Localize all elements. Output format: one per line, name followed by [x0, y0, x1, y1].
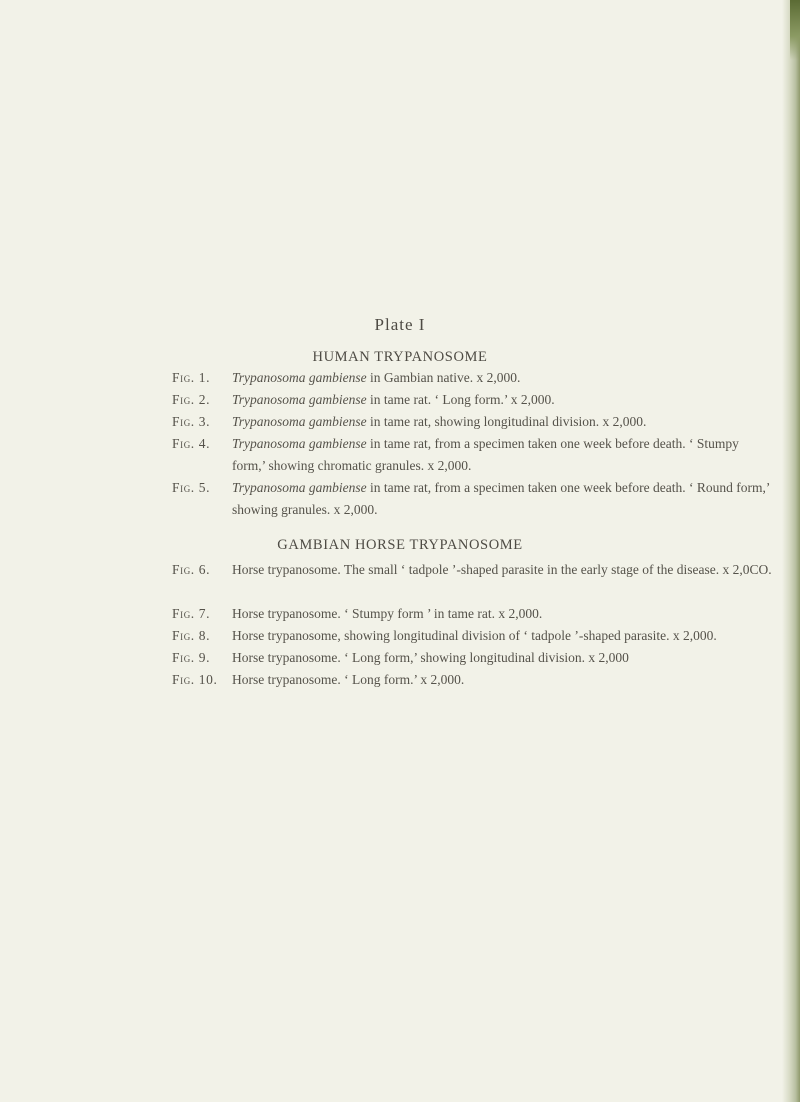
- caption-text: in tame rat, from a specimen taken one week before death. ‘ Stumpy form,’ showing chromatic granules. x 2,000.: [232, 436, 739, 473]
- figure-description: Horse trypanosome. ‘ Stumpy form ’ in tame rat. x 2,000.: [232, 606, 543, 621]
- figure-label: Fig. 7.: [172, 606, 211, 621]
- plate-title: Plate I: [374, 315, 426, 334]
- species-name: Trypanosoma gambiense: [232, 414, 367, 429]
- figure-label: Fig. 6.: [172, 562, 211, 577]
- figure-label: Fig. 10.: [172, 672, 218, 687]
- figure-description: [232, 477, 772, 521]
- figure-description: Horse trypanosome. ‘ Long form.’ x 2,000.: [232, 672, 465, 687]
- figure-label: Fig. 8.: [172, 628, 211, 643]
- species-name: Trypanosoma gambiense: [232, 436, 367, 451]
- figure-label: Fig. 2.: [172, 392, 211, 407]
- species-name: Trypanosoma gambiense: [232, 480, 367, 495]
- figure-description: Horse trypanosome. The small ‘ tadpole ’-shaped parasite in the early stage of the disease. x 2,0CO.: [232, 562, 772, 577]
- caption-text: in tame rat, showing longitudinal division. x 2,000.: [366, 414, 647, 429]
- section-heading-gambian-horse: GAMBIAN HORSE TRYPANOSOME: [277, 537, 523, 553]
- figure-description: [232, 433, 772, 477]
- figure-label: Fig. 4.: [172, 436, 211, 451]
- figure-label: Fig. 1.: [172, 370, 211, 385]
- figure-label: Fig. 3.: [172, 414, 211, 429]
- figure-description: [232, 411, 772, 433]
- figure-description: [232, 389, 772, 411]
- page-edge-mark: [790, 0, 800, 60]
- figure-label: Fig. 5.: [172, 480, 211, 495]
- figure-description: Horse trypanosome. ‘ Long form,’ showing longitudinal division. x 2,000: [232, 650, 629, 665]
- caption-text: in Gambian native. x 2,000.: [366, 370, 521, 385]
- species-name: Trypanosoma gambiense: [232, 392, 367, 407]
- caption-text: in tame rat. ‘ Long form.’ x 2,000.: [366, 392, 555, 407]
- section-heading-human: HUMAN TRYPANOSOME: [312, 349, 488, 365]
- figure-label: Fig. 9.: [172, 650, 211, 665]
- figure-description: Horse trypanosome, showing longitudinal division of ‘ tadpole ’-shaped parasite. x 2,000.: [232, 628, 717, 643]
- species-name: Trypanosoma gambiense: [232, 370, 367, 385]
- figure-description: [232, 367, 772, 389]
- caption-text: in tame rat, from a specimen taken one week before death. ‘ Round form,’ showing granules. x 2,000.: [232, 480, 770, 517]
